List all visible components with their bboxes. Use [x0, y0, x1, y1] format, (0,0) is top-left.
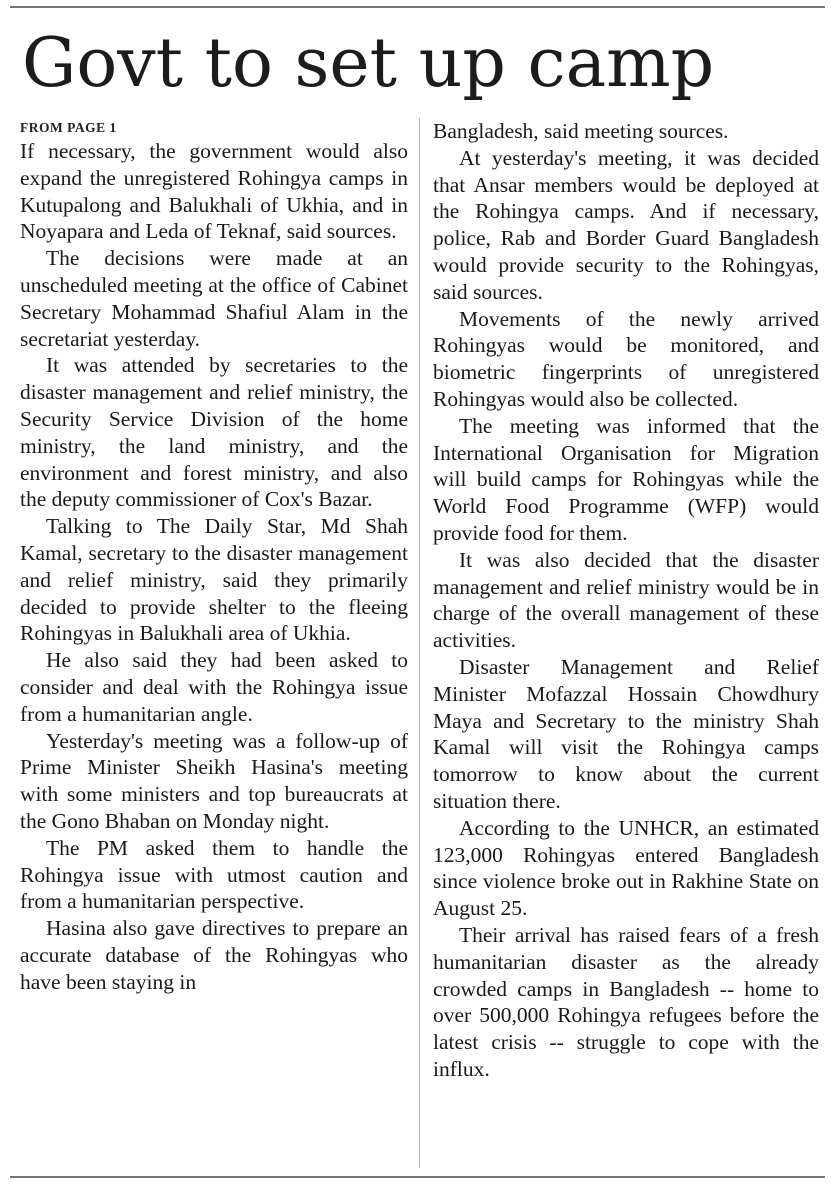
- paragraph: Disaster Management and Relief Minister Mofazzal Hossain Chowdhury Maya and Secretary to the ministry Shah Kamal will visit the Rohingya camps tomorrow to know about the current situation there.: [433, 654, 819, 813]
- paragraph: Yesterday's meeting was a follow-up of Prime Minister Sheikh Hasina's meeting with some ministers and top bureaucrats at the Gono Bhaban on Monday night.: [20, 728, 408, 833]
- paragraph: Bangladesh, said meeting sources.: [433, 119, 729, 143]
- paragraph: At yesterday's meeting, it was decided that Ansar members would be deployed at the Rohingya camps. And if necessary, police, Rab and Border Guard Bangladesh would provide security to the Rohingyas, said sources.: [433, 145, 819, 304]
- paragraph: It was also decided that the disaster management and relief ministry would be in charge of the overall management of these activities.: [433, 547, 819, 653]
- paragraph: Their arrival has raised fears of a fresh humanitarian disaster as the already crowded camps in Bangladesh -- home to over 500,000 Rohingya refugees before the latest crisis -- struggle to cope with the influx.: [433, 922, 819, 1081]
- bottom-rule: [10, 1176, 825, 1178]
- paragraph: The PM asked them to handle the Rohingya issue with utmost caution and from a humanitarian perspective.: [20, 835, 408, 914]
- right-column: [433, 118, 819, 1083]
- paragraph: It was attended by secretaries to the disaster management and relief ministry, the Security Service Division of the home ministry, the land ministry, and the environment and forest ministry, and also the deputy commissioner of Cox's Bazar.: [20, 353, 408, 512]
- paragraph: The decisions were made at an unscheduled meeting at the office of Cabinet Secretary Mohammad Shafiul Alam in the secretariat yesterday.: [20, 246, 408, 351]
- left-column: [20, 118, 408, 996]
- top-rule: [10, 6, 825, 8]
- column-divider: [419, 118, 420, 1168]
- paragraph: He also said they had been asked to consider and deal with the Rohingya issue from a humanitarian angle.: [20, 648, 408, 726]
- dateline: FROM PAGE 1: [20, 120, 117, 135]
- headline: Govt to set up camp: [22, 24, 715, 103]
- paragraph: Movements of the newly arrived Rohingyas would be monitored, and biometric fingerprints of unregistered Rohingyas would also be collected.: [433, 306, 819, 411]
- paragraph: If necessary, the government would also expand the unregistered Rohingya camps in Kutupalong and Balukhali of Ukhia, and in Noyapara and Leda of Teknaf, said sources.: [20, 139, 408, 244]
- paragraph: Hasina also gave directives to prepare an accurate database of the Rohingyas who have been staying in: [20, 916, 408, 994]
- paragraph: Talking to The Daily Star, Md Shah Kamal, secretary to the disaster management and relief ministry, said they primarily decided to provide shelter to the fleeing Rohingyas in Balukhali area of Ukhia.: [20, 514, 408, 646]
- paragraph: The meeting was informed that the International Organisation for Migration will build camps for Rohingyas while the World Food Programme (WFP) would provide food for them.: [433, 413, 819, 545]
- paragraph: According to the UNHCR, an estimated 123,000 Rohingyas entered Bangladesh since violence broke out in Rakhine State on August 25.: [433, 815, 819, 921]
